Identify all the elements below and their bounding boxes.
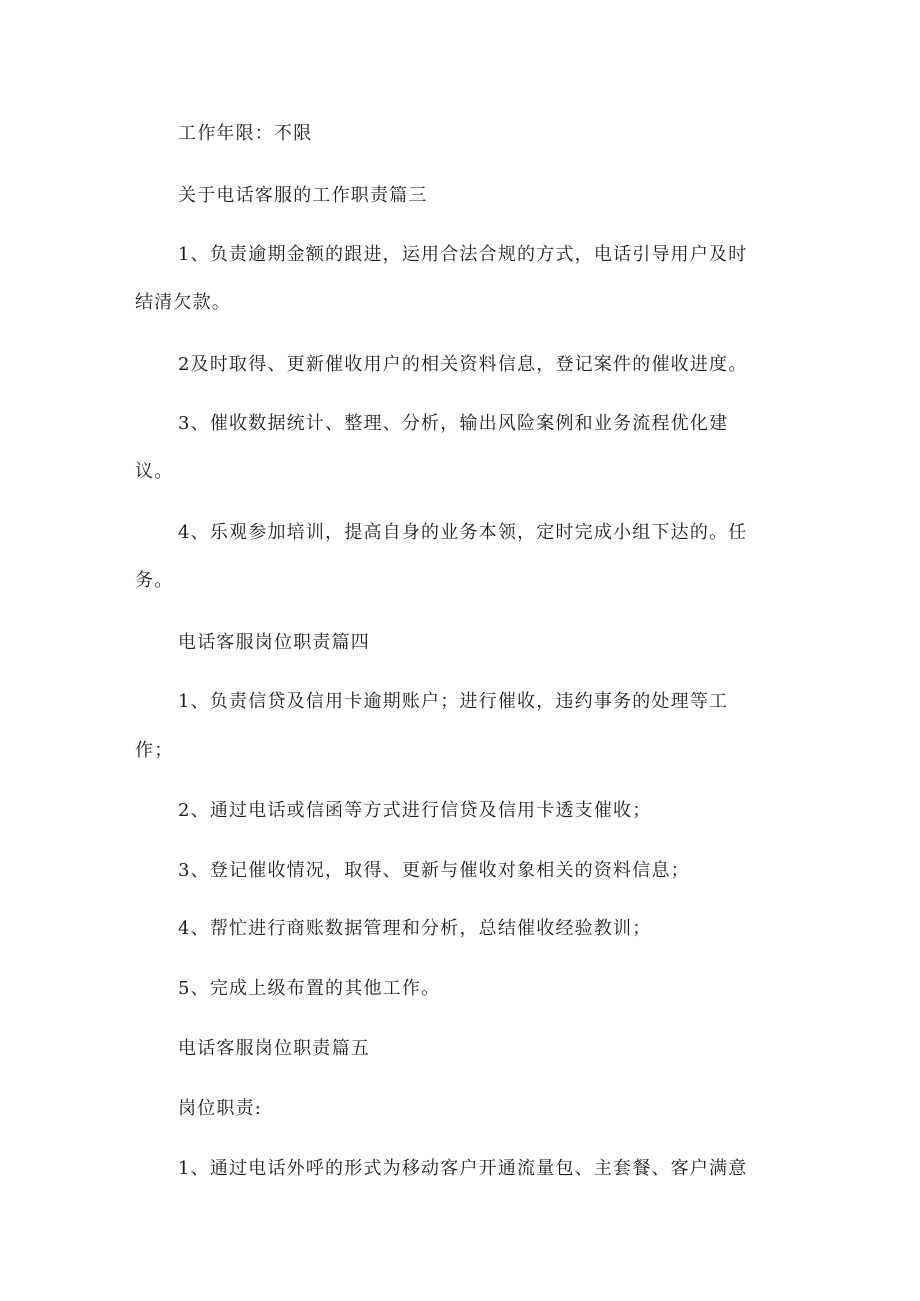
- paragraph-line: 1、通过电话外呼的形式为移动客户开通流量包、主套餐、客户满意: [178, 1158, 748, 1179]
- paragraph-line: 2及时取得、更新催收用户的相关资料信息，登记案件的催收进度。: [178, 354, 748, 375]
- paragraph-line: 3、催收数据统计、整理、分析，输出风险案例和业务流程优化建: [178, 413, 729, 434]
- section-heading-5: 电话客服岗位职责篇五: [178, 1038, 370, 1059]
- work-years-line: 工作年限：不限: [178, 123, 313, 144]
- section-heading-4: 电话客服岗位职责篇四: [178, 632, 370, 653]
- paragraph-line: 1、负责逾期金额的跟进，运用合法合规的方式，电话引导用户及时: [178, 244, 748, 265]
- paragraph-line: 3、登记催收情况，取得、更新与催收对象相关的资料信息；: [178, 860, 690, 881]
- paragraph-line: 1、负责信贷及信用卡逾期账户；进行催收，违约事务的处理等工: [178, 691, 729, 712]
- section-heading-3: 关于电话客服的工作职责篇三: [178, 185, 428, 206]
- paragraph-line: 4、乐观参加培训，提高自身的业务本领，定时完成小组下达的。任: [178, 522, 748, 543]
- paragraph-line: 4、帮忙进行商账数据管理和分析，总结催收经验教训；: [178, 918, 652, 939]
- job-duties-label: 岗位职责:: [178, 1098, 263, 1119]
- paragraph-line: 结清欠款。: [135, 292, 231, 313]
- paragraph-line: 2、通过电话或信函等方式进行信贷及信用卡透支催收；: [178, 800, 652, 821]
- paragraph-line: 务。: [135, 570, 174, 591]
- paragraph-line: 作；: [135, 740, 174, 761]
- paragraph-line: 5、完成上级布置的其他工作。: [178, 978, 441, 999]
- paragraph-line: 议。: [135, 461, 174, 482]
